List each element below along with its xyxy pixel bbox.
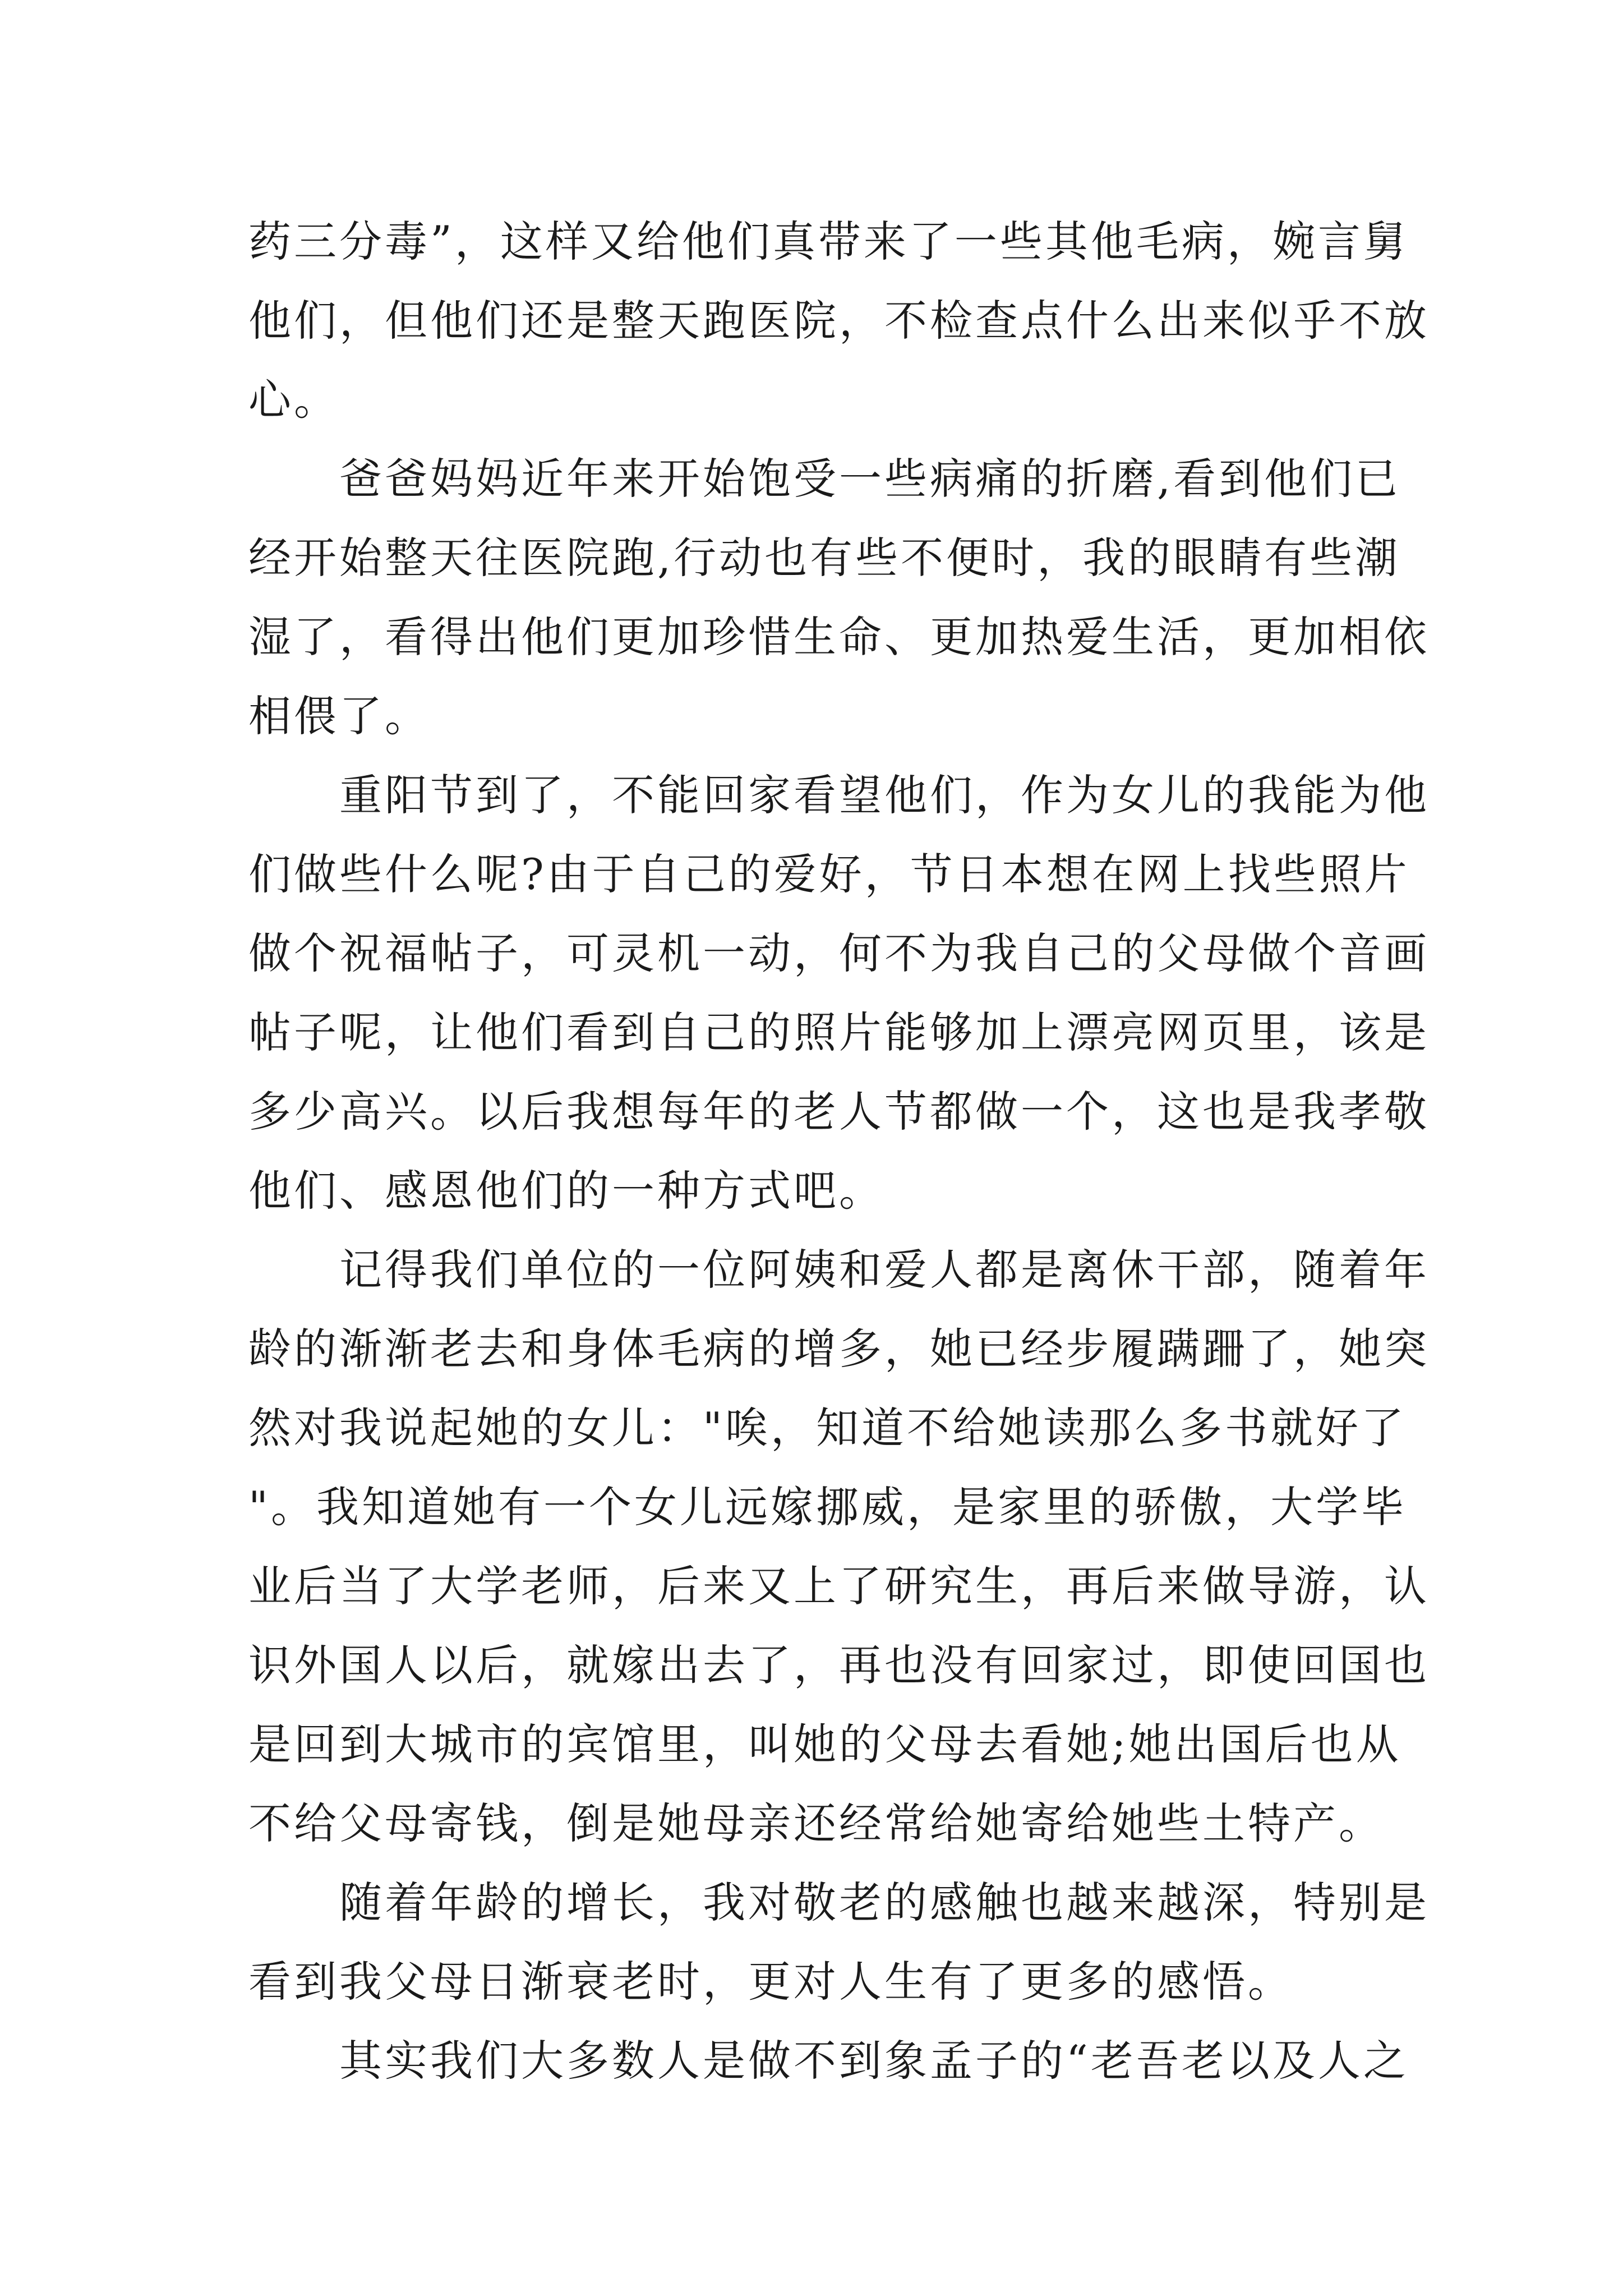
text-line: 随着年龄的增长，我对敬老的感触也越来越深，特别是 [248,1878,1430,1927]
text-line: 记得我们单位的一位阿姨和爱人都是离休干部，随着年 [248,1245,1430,1295]
text-line: 爸爸妈妈近年来开始饱受一些病痛的折磨,看到他们已 [248,454,1401,504]
text-line: 龄的渐渐老去和身体毛病的增多，她已经步履蹒跚了，她突 [248,1324,1430,1374]
text-line: 他们、感恩他们的一种方式吧。 [248,1166,884,1216]
text-line: 相偎了。 [248,691,430,741]
text-line: 做个祝福帖子，可灵机一动，何不为我自己的父母做个音画 [248,928,1430,978]
text-line: 是回到大城市的宾馆里，叫她的父母去看她;她出国后也从 [248,1719,1401,1769]
text-line: 识外国人以后，就嫁出去了，再也没有回家过，即使回国也 [248,1640,1430,1690]
text-line: 心。 [248,375,339,425]
text-line: 他们，但他们还是整天跑医院，不检查点什么出来似乎不放 [248,296,1430,346]
text-line: 湿了，看得出他们更加珍惜生命、更加热爱生活，更加相依 [248,612,1430,662]
text-line: 然对我说起她的女儿："唉，知道不给她读那么多书就好了 [248,1403,1407,1453]
text-line: 重阳节到了，不能回家看望他们，作为女儿的我能为他 [248,770,1430,820]
text-line: 们做些什么呢?由于自己的爱好，节日本想在网上找些照片 [248,849,1410,899]
text-line: "。我知道她有一个女儿远嫁挪威，是家里的骄傲，大学毕 [248,1482,1407,1532]
document-body [248,202,1430,2100]
text-line: 经开始整天往医院跑,行动也有些不便时，我的眼睛有些潮 [248,533,1401,583]
text-line: 看到我父母日渐衰老时，更对人生有了更多的感悟。 [248,1957,1293,2007]
text-line: 多少高兴。以后我想每年的老人节都做一个，这也是我孝敬 [248,1087,1430,1137]
text-line: 药三分毒”，这样又给他们真带来了一些其他毛病，婉言舅 [248,217,1409,266]
text-line: 不给父母寄钱，倒是她母亲还经常给她寄给她些土特产。 [248,1798,1384,1848]
text-line: 其实我们大多数人是做不到象孟子的“老吾老以及人之 [248,2036,1409,2086]
text-line: 业后当了大学老师，后来又上了研究生，再后来做导游，认 [248,1561,1430,1611]
text-line: 帖子呢，让他们看到自己的照片能够加上漂亮网页里，该是 [248,1007,1430,1057]
